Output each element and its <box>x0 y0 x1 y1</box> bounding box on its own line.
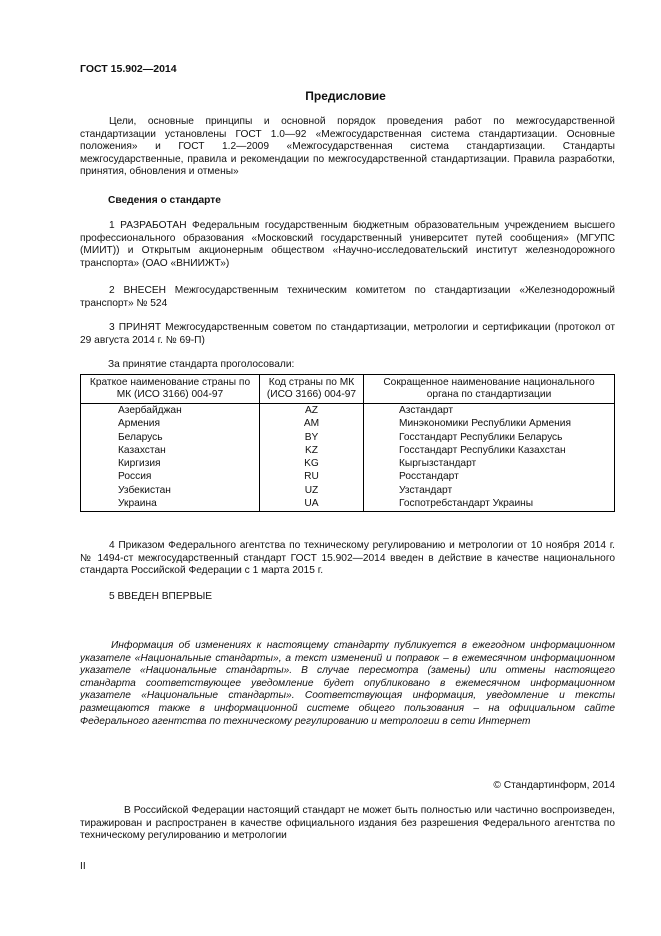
code-cell: KZ <box>260 444 364 457</box>
column-header-code: Код страны по МК (ИСО 3166) 004-97 <box>260 375 364 404</box>
table-row <box>81 404 615 418</box>
body-cell: Госпотребстандарт Украины <box>364 497 615 511</box>
intro-paragraph: Цели, основные принципы и основной порядок проведения работ по межгосударственной стандартизации установлены ГОСТ 1.0—92 «Межгосударственная система стандартизации. Основные положения» и ГОСТ 1.2—2009 «Межгосударственная система стандартизации. Стандарты межгосударственные, правила и рекомендации по межгосударственной стандартизации. Правила разработки, принятия, обновления и отмены» <box>80 116 615 178</box>
country-cell: Россия <box>81 471 260 484</box>
country-cell: Армения <box>81 418 260 431</box>
code-cell: UZ <box>260 484 364 497</box>
reproduction-restriction: В Российской Федерации настоящий стандарт не может быть полностью или частично воспроизведен, тиражирован и распространен в качестве официального издания без разрешения Федерального агентства по техническому регулированию и метрологии <box>80 805 615 842</box>
code-cell: BY <box>260 431 364 444</box>
item-4-order: 4 Приказом Федерального агентства по техническому регулированию и метрологии от 10 ноября 2014 г. № 1494-ст межгосударственный стандарт ГОСТ 15.902—2014 введен в действие в качестве национального стандарта Российской Федерации с 1 марта 2015 г. <box>80 540 615 577</box>
table-row <box>81 497 615 511</box>
page-title: Предисловие <box>305 89 386 103</box>
table-row <box>81 458 615 471</box>
table-row <box>81 418 615 431</box>
code-cell: AM <box>260 418 364 431</box>
body-cell: Кыргызстандарт <box>364 458 615 471</box>
item-1-developed: 1 РАЗРАБОТАН Федеральным государственным бюджетным образовательным учреждением высшего профессионального образования «Московский государственный университет путей сообщения» (МГУПС (МИИТ)) и Открытым акционерным обществом «Научно-исследовательский институт железнодорожного транспорта» (ОАО «ВНИИЖТ») <box>80 220 615 269</box>
body-cell: Госстандарт Республики Беларусь <box>364 431 615 444</box>
country-cell: Узбекистан <box>81 484 260 497</box>
country-cell: Беларусь <box>81 431 260 444</box>
body-cell: Минэкономики Республики Армения <box>364 418 615 431</box>
table-row <box>81 431 615 444</box>
copyright: © Стандартинформ, 2014 <box>493 780 615 791</box>
column-header-body: Сокращенное наименование национального органа по стандартизации <box>364 375 615 404</box>
body-cell: Азстандарт <box>364 404 615 418</box>
table-row <box>81 444 615 457</box>
column-header-country: Краткое наименование страны по МК (ИСО 3166) 004-97 <box>81 375 260 404</box>
table-row <box>81 471 615 484</box>
page-number: II <box>80 861 86 872</box>
body-cell: Госстандарт Республики Казахстан <box>364 444 615 457</box>
code-cell: KG <box>260 458 364 471</box>
code-cell: UA <box>260 497 364 511</box>
changes-notice: Информация об изменениях к настоящему стандарту публикуется в ежегодном информационном указателе «Национальные стандарты», а текст изменений и поправок – в ежемесячном информационном указателе «Национальные стандарты». В случае пересмотра (замены) или отмены настоящего стандарта соответствующее уведомление будет опубликовано в ежемесячном информационном указателе «Национальные стандарты». Соответствующая информация, уведомление и тексты размещаются также в информационной системе общего пользования – на официальном сайте Федерального агентства по техническому регулированию и метрологии в сети Интернет <box>80 640 615 727</box>
item-3-adopted: 3 ПРИНЯТ Межгосударственным советом по стандартизации, метрологии и сертификации (протокол от 29 августа 2014 г. № 69-П) <box>80 322 615 346</box>
code-cell: RU <box>260 471 364 484</box>
country-cell: Казахстан <box>81 444 260 457</box>
code-cell: AZ <box>260 404 364 418</box>
vote-intro: За принятие стандарта проголосовали: <box>108 359 295 370</box>
country-cell: Азербайджан <box>81 404 260 418</box>
item-5-first-introduced: 5 ВВЕДЕН ВПЕРВЫЕ <box>109 591 213 602</box>
document-code: ГОСТ 15.902—2014 <box>80 63 177 75</box>
item-2-introduced: 2 ВНЕСЕН Межгосударственным техническим комитетом по стандартизации «Железнодорожный транспорт» № 524 <box>80 285 615 309</box>
country-cell: Украина <box>81 497 260 511</box>
body-cell: Росстандарт <box>364 471 615 484</box>
body-cell: Узстандарт <box>364 484 615 497</box>
info-heading: Сведения о стандарте <box>108 195 221 206</box>
country-cell: Киргизия <box>81 458 260 471</box>
voting-table <box>80 374 615 512</box>
table-row <box>81 484 615 497</box>
